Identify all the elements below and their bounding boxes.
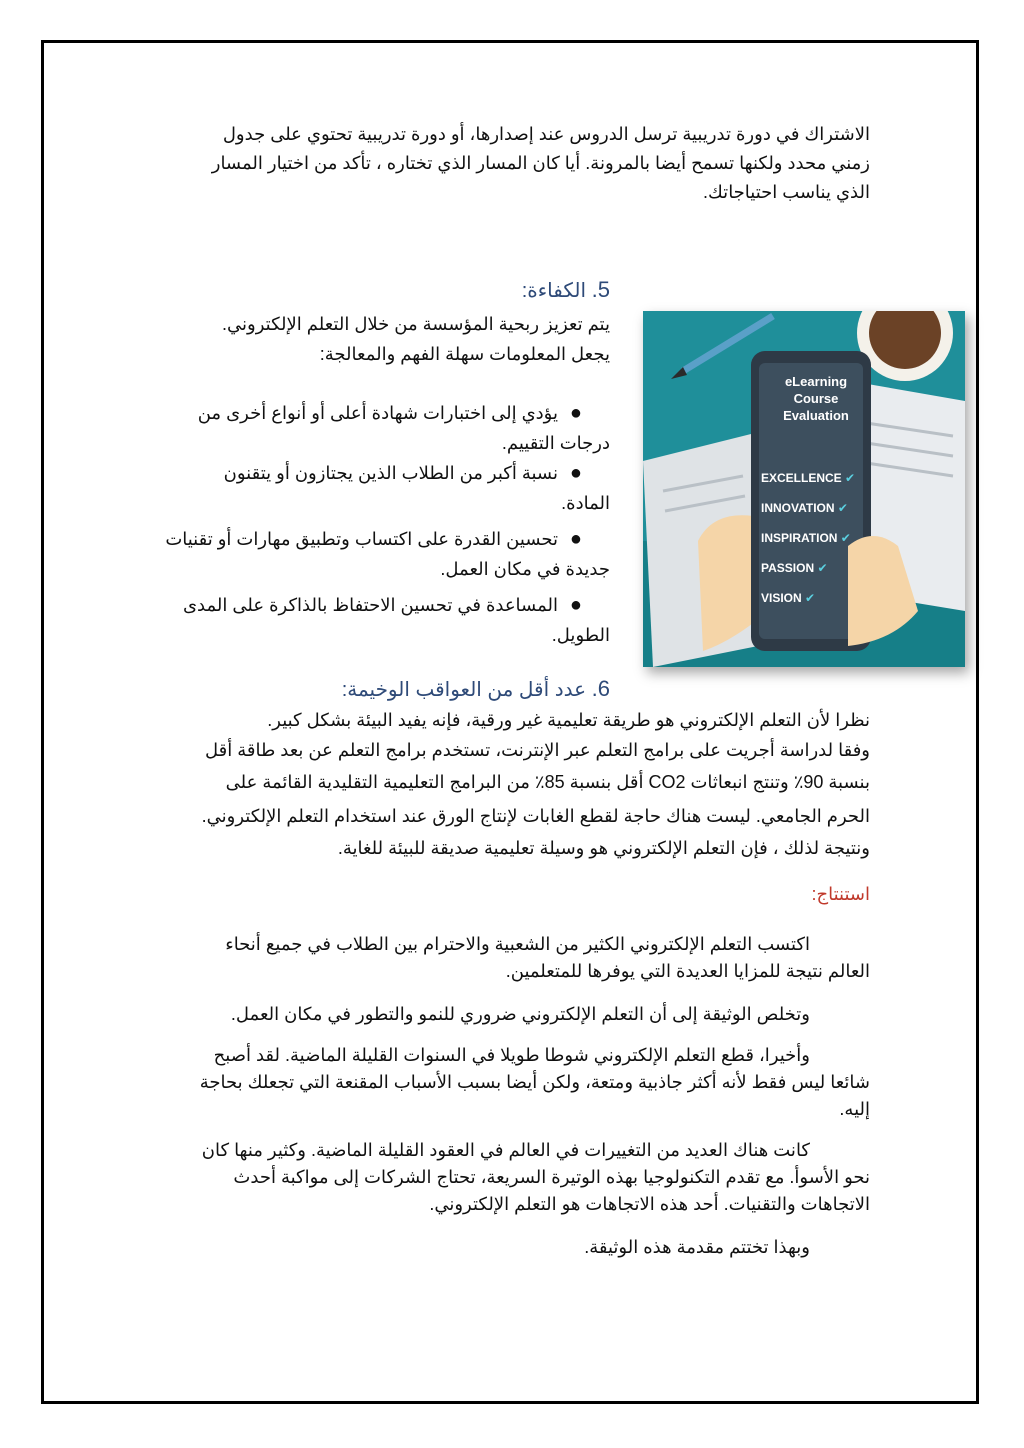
illustration-title-line2: Course Evaluation xyxy=(783,391,849,423)
conclusion-p5: وبهذا تختتم مقدمة هذه الوثيقة. xyxy=(584,1237,810,1257)
conclusion-heading: استنتاج: xyxy=(811,884,870,904)
section5-heading xyxy=(522,277,610,303)
intro-line-2: زمني محدد ولكنها تسمح أيضا بالمرونة. أيا كان المسار الذي تختاره ، تأكد من اختيار المسار xyxy=(211,153,870,173)
illustration-title xyxy=(761,373,871,424)
check-icon: ✔ xyxy=(837,501,848,515)
illustration-title-line1: eLearning xyxy=(784,374,848,389)
conclusion-p1-line-2: العالم نتيجة للمزايا العديدة التي يوفرها للمتعلمين. xyxy=(505,961,870,981)
conclusion-p1-line-1: اكتسب التعلم الإلكتروني الكثير من الشعبية والاحترام بين الطلاب في جميع أنحاء xyxy=(225,934,810,954)
section6-number: 6. xyxy=(591,676,610,701)
section6-line-3: بنسبة 90٪ وتنتج انبعاثات CO2 أقل بنسبة 85٪ من البرامج التعليمية التقليدية القائمة على xyxy=(225,772,870,792)
conclusion-p4-line-1: كانت هناك العديد من التغييرات في العالم في العقود القليلة الماضية. وكثير منها كان xyxy=(201,1140,810,1160)
illustration-item: PASSION ✔ xyxy=(761,561,828,575)
check-icon: ✔ xyxy=(840,531,851,545)
check-icon: ✔ xyxy=(817,561,828,575)
conclusion-p3-line-3: إليه. xyxy=(839,1099,870,1119)
conclusion-p3-line-1: وأخيرا، قطع التعلم الإلكتروني شوطا طويلا في السنوات القليلة الماضية. لقد أصبح xyxy=(213,1045,810,1065)
bullet-line-b: درجات التقييم. xyxy=(501,433,610,453)
bullet-item xyxy=(160,524,610,584)
bullet-line-b: جديدة في مكان العمل. xyxy=(440,559,610,579)
bullet-dot: ● xyxy=(569,594,582,616)
conclusion-p4-line-2: نحو الأسوأ. مع تقدم التكنولوجيا بهذه الوتيرة السريعة، تحتاج الشركات إلى مواكبة أحدث xyxy=(233,1167,870,1187)
bullet-line-b: المادة. xyxy=(561,493,610,513)
section6-line-2: وفقا لدراسة أجريت على برامج التعلم عبر الإنترنت، تستخدم برامج التعلم عن بعد طاقة أقل xyxy=(204,740,870,760)
bullet-dot: ● xyxy=(569,462,582,484)
section6-line-4: الحرم الجامعي. ليست هناك حاجة لقطع الغابات لإنتاج الورق عند استخدام التعلم الإلكتروني. xyxy=(201,806,870,826)
bullet-line-b: الطويل. xyxy=(551,625,610,645)
bullet-line-a: نسبة أكبر من الطلاب الذين يجتازون أو يتقنون xyxy=(223,463,558,483)
bullet-line-a: المساعدة في تحسين الاحتفاظ بالذاكرة على المدى xyxy=(182,595,558,615)
bullet-dot: ● xyxy=(569,528,582,550)
section6-line-5: ونتيجة لذلك ، فإن التعلم الإلكتروني هو وسيلة تعليمية صديقة للبيئة للغاية. xyxy=(337,838,870,858)
illustration-item: INNOVATION ✔ xyxy=(761,501,848,515)
check-icon: ✔ xyxy=(805,591,816,605)
section6-title: عدد أقل من العواقب الوخيمة: xyxy=(341,679,587,701)
bullet-item xyxy=(160,590,610,650)
illustration-list xyxy=(761,463,871,613)
section5-title: الكفاءة: xyxy=(521,280,587,302)
intro-line-1: الاشتراك في دورة تدريبية ترسل الدروس عند إصدارها، أو دورة تدريبية تحتوي على جدول xyxy=(222,124,870,144)
bullet-item xyxy=(160,398,610,458)
bullet-line-a: تحسين القدرة على اكتساب وتطبيق مهارات أو تقنيات xyxy=(165,529,558,549)
illustration-item: VISION ✔ xyxy=(761,591,816,605)
bullet-item xyxy=(160,458,610,518)
illustration-item: INSPIRATION ✔ xyxy=(761,531,851,545)
section6-line-1: نظرا لأن التعلم الإلكتروني هو طريقة تعليمية غير ورقية، فإنه يفيد البيئة بشكل كبير. xyxy=(267,710,870,730)
section6-heading xyxy=(342,676,610,702)
conclusion-p2: وتخلص الوثيقة إلى أن التعلم الإلكتروني ضروري للنمو والتطور في مكان العمل. xyxy=(230,1004,810,1024)
bullet-line-a: يؤدي إلى اختبارات شهادة أعلى أو أنواع أخرى من xyxy=(197,403,558,423)
section5-number: 5. xyxy=(591,277,610,302)
illustration-item: EXCELLENCE ✔ xyxy=(761,471,856,485)
elearning-illustration xyxy=(643,311,965,667)
section5-line2: يجعل المعلومات سهلة الفهم والمعالجة: xyxy=(319,344,610,364)
conclusion-p4-line-3: الاتجاهات والتقنيات. أحد هذه الاتجاهات هو التعلم الإلكتروني. xyxy=(429,1194,870,1214)
intro-line-3: الذي يناسب احتياجاتك. xyxy=(703,182,870,202)
section5-line1: يتم تعزيز ربحية المؤسسة من خلال التعلم الإلكتروني. xyxy=(222,314,610,334)
check-icon: ✔ xyxy=(845,471,856,485)
bullet-dot: ● xyxy=(569,402,582,424)
conclusion-p3-line-2: شائعا ليس فقط لأنه أكثر جاذبية ومتعة، ولكن أيضا بسبب الأسباب المقنعة التي تجعلك بحاجة xyxy=(199,1072,870,1092)
